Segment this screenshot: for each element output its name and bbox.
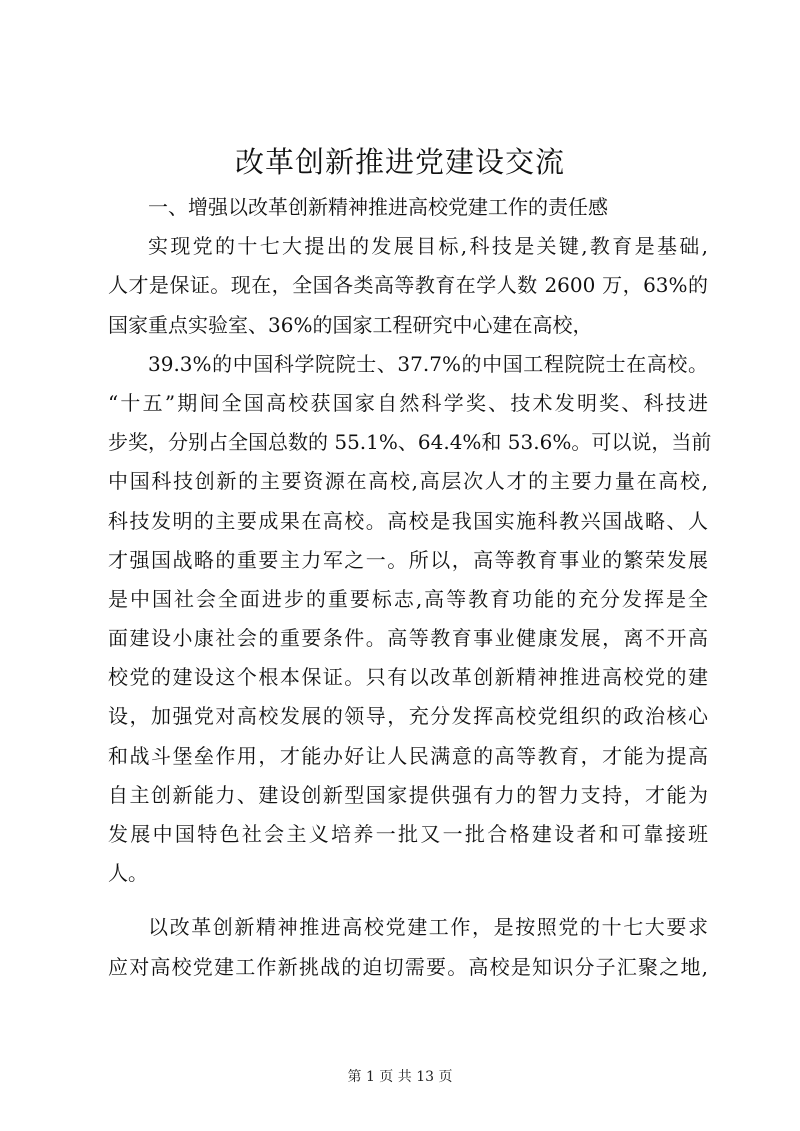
text-line: 中国科技创新的主要资源在高校,高层次人才的主要力量在高校, (108, 469, 708, 494)
text-line: 校党的建设这个根本保证。只有以改革创新精神推进高校党的建 (108, 665, 708, 690)
text-line: 和战斗堡垒作用，才能办好让人民满意的高等教育，才能为提高 (108, 743, 708, 768)
text-line: 才强国战略的重要主力军之一。所以，高等教育事业的繁荣发展 (108, 547, 708, 572)
text-line: 人。 (108, 861, 148, 886)
text-line: 步奖，分别占全国总数的 55.1%、64.4%和 53.6%。可以说，当前 (108, 430, 712, 455)
text-line: 设，加强党对高校发展的领导，充分发挥高校党组织的政治核心 (108, 704, 708, 729)
text-line: 以改革创新精神推进高校党建工作，是按照党的十七大要求 (148, 915, 708, 940)
document-body (108, 188, 712, 987)
text-line: 人才是保证。现在，全国各类高等教育在学人数 2600 万，63%的 (108, 273, 708, 298)
text-line: 应对高校党建工作新挑战的迫切需要。高校是知识分子汇聚之地, (108, 954, 708, 979)
text-line: 发展中国特色社会主义培养一批又一批合格建设者和可靠接班 (108, 822, 708, 846)
text-line: 是中国社会全面进步的重要标志,高等教育功能的充分发挥是全 (108, 586, 708, 611)
text-line: 国家重点实验室、36%的国家工程研究中心建在高校， (108, 312, 593, 337)
text-line: 自主创新能力、建设创新型国家提供强有力的智力支持，才能为 (108, 782, 708, 807)
page-footer: 第 1 页 共 13 页 (347, 1069, 453, 1085)
document-title: 改革创新推进党建设交流 (234, 145, 565, 179)
text-line: 39.3%的中国科学院院士、37.7%的中国工程院院士在高校。 (148, 351, 708, 376)
text-line: 科技发明的主要成果在高校。高校是我国实施科教兴国战略、人 (108, 508, 708, 533)
text-line: 实现党的十七大提出的发展目标,科技是关键,教育是基础, (148, 234, 708, 259)
section-heading: 一、增强以改革创新精神推进高校党建工作的责任感 (148, 195, 608, 219)
text-line: “十五”期间全国高校获国家自然科学奖、技术发明奖、科技进 (108, 390, 708, 415)
text-line: 面建设小康社会的重要条件。高等教育事业健康发展，离不开高 (108, 626, 708, 651)
